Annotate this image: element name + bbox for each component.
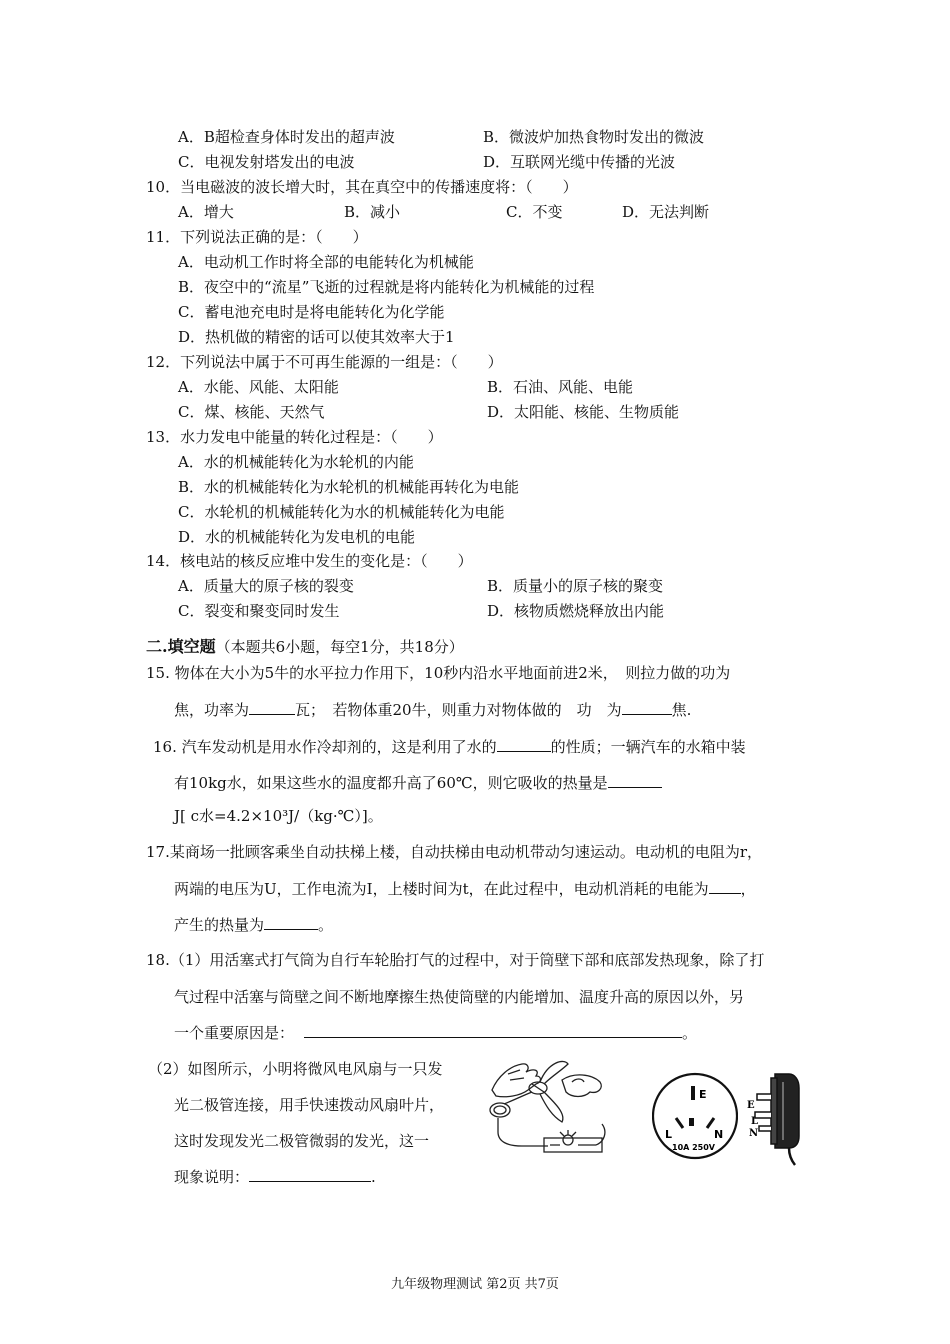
q17-text-d: 。 [318,916,334,934]
q15-text-b: 瓦； 若物体重20牛，则重力对物体做的 功 为 [295,701,622,719]
section-2-title: 二.填空题 [146,637,216,656]
q18-blank-phenomenon [249,1167,371,1182]
q16-blank-property [497,737,551,752]
q11-option-d: D．热机做的精密的话可以使其效率大于1 [178,328,455,346]
plug-label-n: N [749,1128,759,1139]
q17-blank-heat [264,915,318,930]
q18-line-3 [174,1023,697,1043]
q18-line-1: 18.（1）用活塞式打气筒为自行车轮胎打气的过程中，对于筒壁下部和底部发热现象，除了打 [146,951,765,969]
q15-text-a: 焦，功率为 [174,701,250,719]
q18-part2-line-2: 光二极管连接，用手快速拨动风扇叶片， [174,1096,445,1114]
q12-option-d: D．太阳能、核能、生物质能 [487,403,680,421]
q9-option-c: C．电视发射塔发出的电波 [178,153,355,171]
page-footer: 九年级物理测试 第2页 共7页 [391,1277,559,1292]
socket-label-e: E [699,1088,707,1101]
q9-option-b: B．微波炉加热食物时发出的微波 [483,128,705,146]
q18-line-2: 气过程中活塞与筒壁之间不断地摩擦生热使筒壁的内能增加、温度升高的原因以外，另 [174,988,745,1006]
socket-neutral-slot [707,1118,714,1128]
q12-stem: 12．下列说法中属于不可再生能源的一组是：（ ） [146,353,503,371]
q16-text-a: 16. 汽车发动机是用水作冷却剂的，这是利用了水的 [153,738,497,756]
q18-part2-line-1: （2）如图所示，小明将微风电风扇与一只发 [148,1060,443,1078]
q15-line-1: 15. 物体在大小为5牛的水平拉力作用下，10秒内沿水平地面前进2米， 则拉力做的功为 [146,664,731,682]
q11-option-c: C．蓄电池充电时是将电能转化为化学能 [178,303,445,321]
q16-line-3: J[ c水=4.2×10³J/（kg·℃）]。 [174,807,383,825]
q10-option-c: C．不变 [506,203,563,221]
q13-option-a: A．水的机械能转化为水轮机的内能 [178,453,414,471]
q9-option-d: D．互联网光缆中传播的光波 [483,153,676,171]
q18-text-d: . [371,1168,376,1186]
q18-text-a: 一个重要原因是： [174,1024,295,1042]
q13-option-c: C．水轮机的机械能转化为水的机械能转化为电能 [178,503,505,521]
fan-led-circuit-figure [488,1052,616,1162]
q16-text-b: 的性质；一辆汽车的水箱中装 [550,738,746,756]
q12-option-c: C．煤、核能、天然气 [178,403,325,421]
q14-option-b: B．质量小的原子核的聚变 [487,577,664,595]
section-2-heading [146,637,464,657]
plug-label-e: E [747,1100,755,1111]
socket-earth-slot [691,1086,695,1100]
q13-stem: 13．水力发电中能量的转化过程是：（ ） [146,428,443,446]
q12-option-b: B．石油、风能、电能 [487,378,634,396]
q18-text-c: 现象说明： [174,1168,250,1186]
q15-blank-power [249,700,295,715]
three-pin-plug-figure [745,1070,817,1166]
q15-blank-gravity-work [622,700,672,715]
q11-option-a: A．电动机工作时将全部的电能转化为机械能 [178,253,474,271]
q15-text-c: 焦. [671,701,692,719]
q10-stem: 10．当电磁波的波长增大时，其在真空中的传播速度将：（ ） [146,178,578,196]
q9-option-a: A．B超检查身体时发出的超声波 [178,128,395,146]
socket-rating: 10A 250V [672,1143,715,1152]
section-2-note: （本题共6小题，每空1分，共18分） [215,638,464,656]
socket-center-mark [689,1118,694,1126]
socket-label-l: L [665,1128,673,1141]
q17-text-c: 产生的热量为 [174,916,265,934]
q10-option-d: D．无法判断 [622,203,710,221]
q17-line-3 [174,915,333,935]
q11-stem: 11．下列说法正确的是：（ ） [146,228,368,246]
q11-option-b: B．夜空中的“流星”飞逝的过程就是将内能转化为机械能的过程 [178,278,595,296]
q17-line-1: 17.某商场一批顾客乘坐自动扶梯上楼，自动扶梯由电动机带动匀速运动。电动机的电阻为r， [146,843,763,861]
three-hole-socket-figure [652,1070,738,1162]
q16-line-1 [153,737,746,757]
q14-option-d: D．核物质燃烧释放出内能 [487,602,665,620]
socket-label-n: N [714,1128,724,1141]
q14-stem: 14．核电站的核反应堆中发生的变化是：（ ） [146,552,473,570]
q12-option-a: A．水能、风能、太阳能 [178,378,339,396]
q13-option-b: B．水的机械能转化为水轮机的机械能再转化为电能 [178,478,520,496]
socket-live-slot [676,1118,683,1128]
q13-option-d: D．水的机械能转化为发电机的电能 [178,528,416,546]
q18-part2-line-3: 这时发现发光二极管微弱的发光，这一 [174,1132,430,1150]
q16-text-c: 有10kg水，如果这些水的温度都升高了60℃，则它吸收的热量是 [174,774,608,792]
q10-option-b: B．减小 [344,203,401,221]
q15-line-2 [174,700,691,720]
q10-option-a: A．增大 [178,203,234,221]
q18-text-b: 。 [682,1024,698,1042]
q16-line-2 [174,773,662,793]
q16-blank-heat [608,773,662,788]
q14-option-a: A．质量大的原子核的裂变 [178,577,354,595]
plug-label-l: L [751,1116,759,1127]
q18-blank-reason [304,1023,682,1038]
q17-line-2 [174,879,756,899]
q14-option-c: C．裂变和聚变同时发生 [178,602,340,620]
q17-text-b: ， [740,880,756,898]
q17-text-a: 两端的电压为U，工作电流为I，上楼时间为t，在此过程中，电动机消耗的电能为 [174,880,709,898]
q17-blank-energy [709,879,741,894]
q18-part2-line-4 [174,1167,376,1187]
